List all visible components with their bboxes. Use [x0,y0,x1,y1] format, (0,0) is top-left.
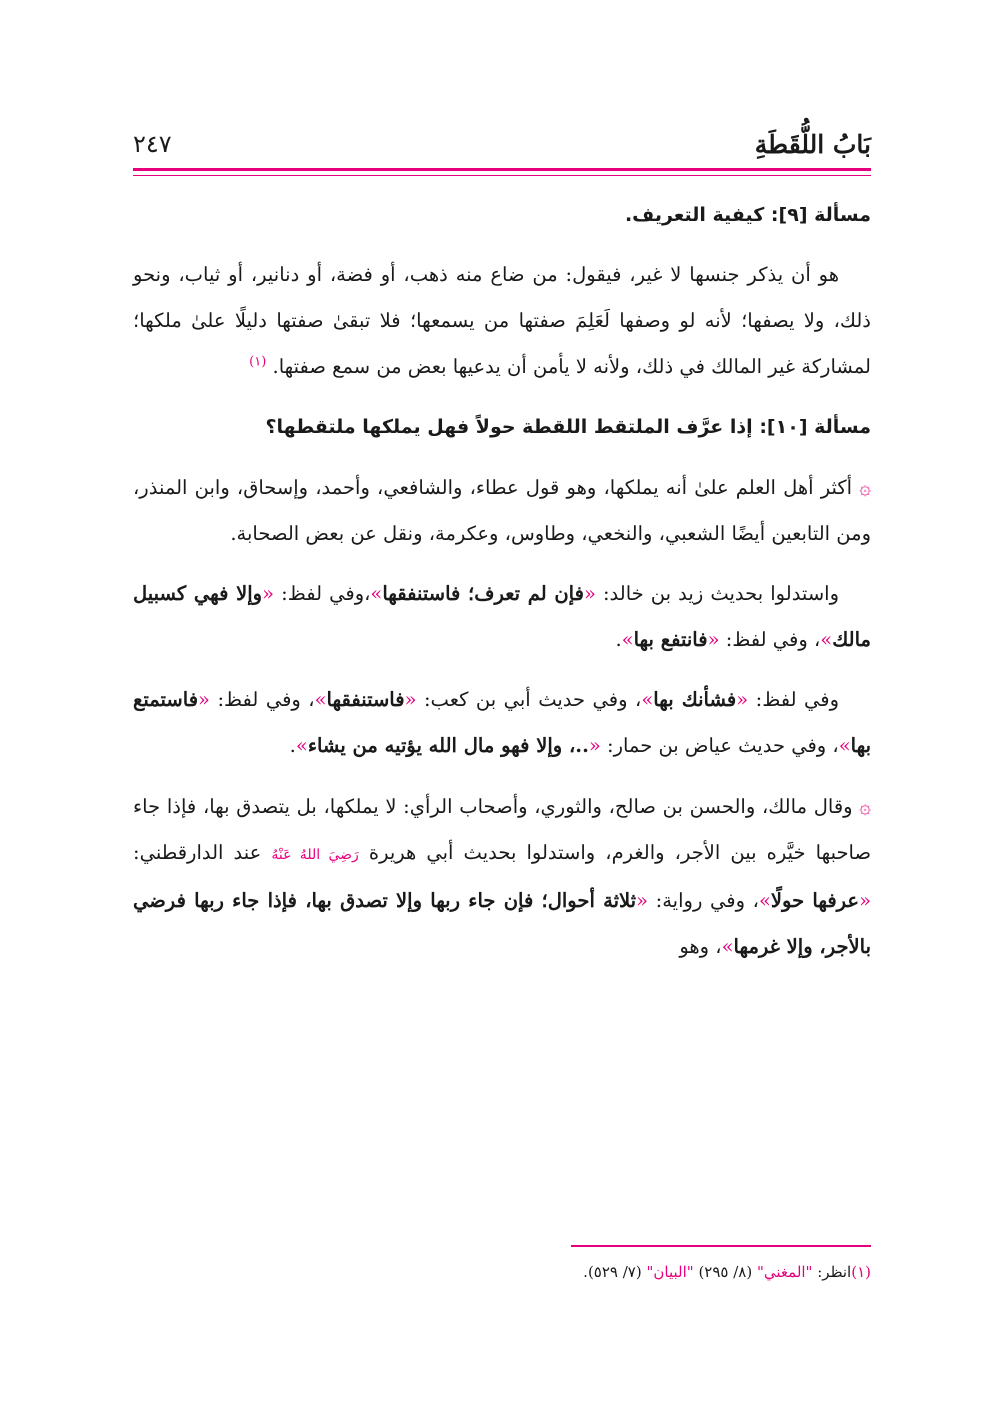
text-run: ، وفي لفظ: [719,628,821,651]
quote-mark: « [588,734,601,757]
quote-mark: » [758,889,771,912]
text-run: ، وفي لفظ: [209,688,315,711]
question-10-title: إذا عرَّف الملتقط اللقطة حولاً فهل يملكها ملتقطها؟ [265,416,753,438]
quote-mark: » [370,582,383,605]
question-9-heading [133,192,871,238]
footnote-mark: (١) [851,1263,871,1281]
hadith-quote: فاستمتع بها [133,688,871,757]
hadith-quote: ثلاثة أحوال؛ فإن جاء ربها وإلا تصدق بها، فإذا جاء ربها فرضي بالأجر، وإلا غرمها [133,889,871,958]
quote-mark: « [636,889,648,912]
hadith-quote: فانتفع بها [633,628,708,651]
paragraph-2 [133,464,871,557]
text-run: . [289,734,296,757]
quote-mark: « [583,582,596,605]
paragraph-2-text: أكثر أهل العلم علىٰ أنه يملكها، وهو قول عطاء، والشافعي، وأحمد، وإسحاق، وابن المنذر، ومن التابعين أيضًا الشعبي، والنخعي، وطاوس، وعكرمة، ونقل عن بعض الصحابة. [133,476,871,545]
hadith-quote: ..، وإلا فهو مال الله يؤتيه من يشاء [307,734,589,757]
text-run: عند الدارقطني: [133,841,272,864]
quote-mark: « [859,889,871,912]
quote-mark: « [404,688,417,711]
quote-mark: « [707,628,720,651]
text-run: واستدلوا بحديث زيد بن خالد: [595,582,839,605]
flower-icon: ۞ [859,794,872,818]
quote-mark: « [736,688,749,711]
paragraph-4 [133,677,871,769]
page-header [133,122,871,166]
question-9-label: مسألة [٩]: [770,204,871,226]
footnote-ref-1[interactable]: (١) [249,354,267,370]
text-run: ،وفي لفظ: [274,582,371,605]
question-10-heading [133,404,871,450]
footnote-rule [571,1245,871,1247]
text-run: . [615,628,622,651]
paragraph-1-text: هو أن يذكر جنسها لا غير، فيقول: من ضاع منه ذهب، أو فضة، أو دنانير، أو ثياب، ونحو ذلك، ولا يصفها؛ لأنه لو وصفها لَعَلِمَ صفتها من يسمعها؛ فلا تبقىٰ صفتها دليلًا علىٰ ملكها؛ لمشاركة غير المالك في ذلك، ولأنه لا يأمن أن يدعيها بعض من سمع صفتها. [133,263,871,378]
text-run: ، وفي رواية: [648,889,759,912]
text-run: (٨/ ٢٩٥) [693,1263,757,1281]
footnote [133,1258,871,1286]
quote-mark: » [314,688,327,711]
text-run: ، وفي حديث عياض بن حمار: [600,734,839,757]
chapter-title: بَابُ اللُّقَطَةِ [754,129,871,159]
question-9-title: كيفية التعريف. [624,204,765,226]
hadith-quote: فاستنفقها [326,688,405,711]
quote-mark: « [198,688,210,711]
paragraph-3 [133,571,871,663]
source-title: "المغني" [756,1263,813,1281]
quote-mark: » [641,688,654,711]
page-number: ٢٤٧ [133,130,172,158]
hadith-quote: عرفها حولًا [770,889,860,912]
header-rule-thin [133,175,871,176]
quote-mark: » [721,935,734,958]
text-run: وقال مالك، والحسن بن صالح، والثوري، وأصحاب الرأي: لا يملكها، بل يتصدق بها، فإذا جاء صاحبها خيَّره بين الأجر، والغرم، واستدلوا بحديث أبي هريرة [133,795,872,864]
text-run: ، وفي حديث أبي بن كعب: [416,688,642,711]
page [133,0,871,1418]
body-text [133,192,871,984]
paragraph-5 [133,783,871,970]
text-run: ، وهو [679,935,722,958]
flower-icon: ۞ [859,475,871,499]
source-title: "البيان" [646,1263,694,1281]
header-rule [133,168,871,171]
hadith-quote: وإلا فهي كسبيل مالك [133,582,871,651]
text-run: (٧/ ٥٢٩). [583,1263,647,1281]
quote-mark: » [820,628,833,651]
honorific-glyph: رَضِيَ اللهُ عَنْهُ [271,847,359,863]
text-run: وفي لفظ: [748,688,839,711]
paragraph-1 [133,252,871,390]
question-10-label: مسألة [١٠]: [759,416,871,438]
text-run: انظر: [812,1263,852,1281]
hadith-quote: فإن لم تعرف؛ فاستنفقها [382,582,584,605]
hadith-quote: فشأنك بها [653,688,737,711]
quote-mark: « [262,582,275,605]
quote-mark: » [838,734,851,757]
quote-mark: » [621,628,634,651]
quote-mark: » [295,734,308,757]
